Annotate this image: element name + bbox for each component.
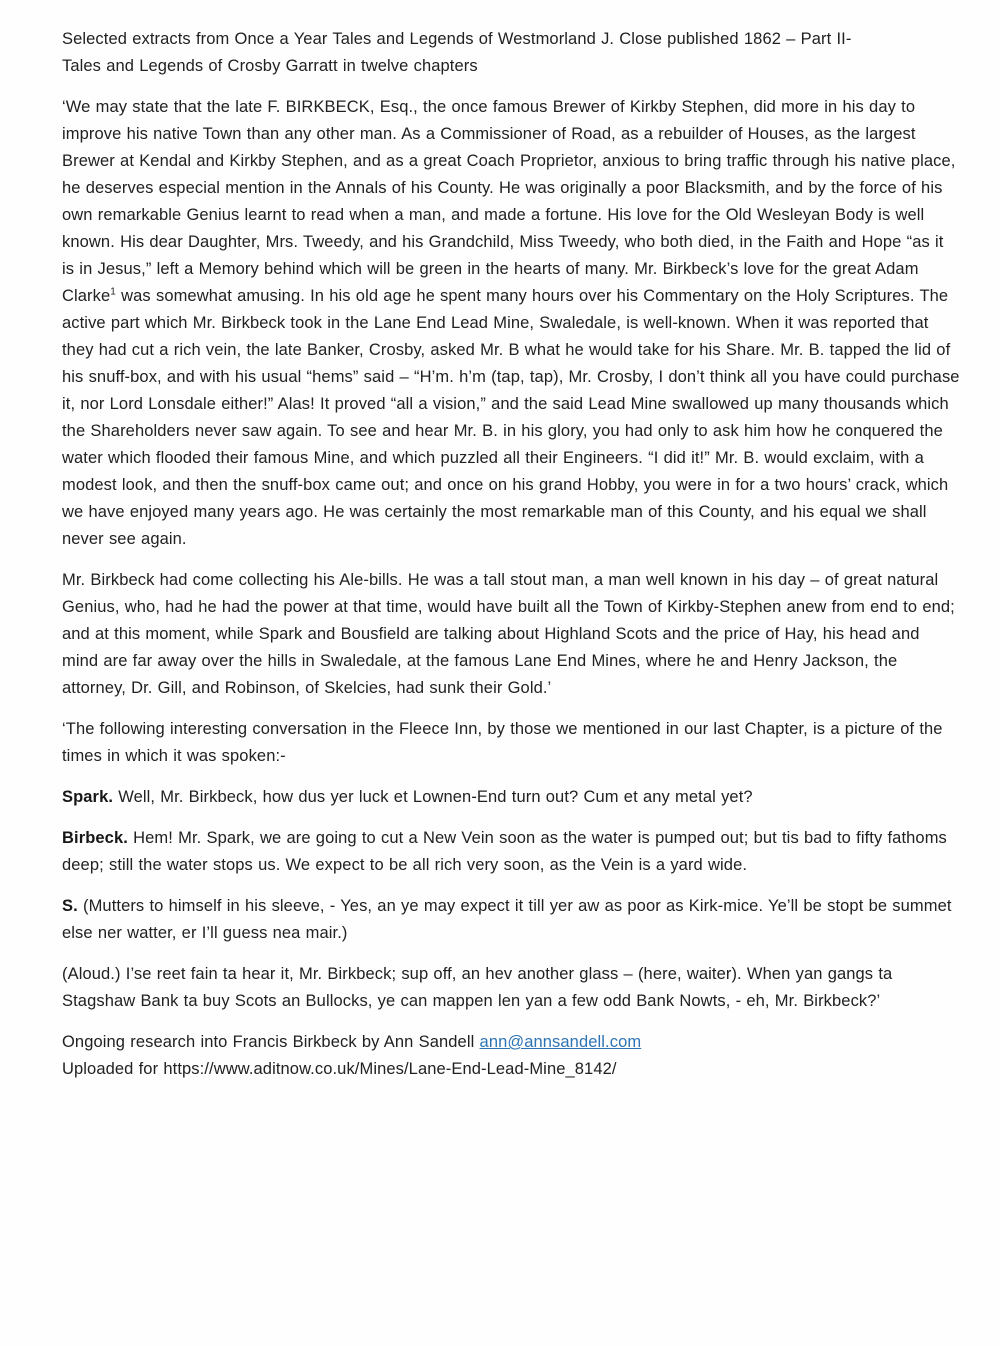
dialogue-spark <box>62 784 960 811</box>
footer-credits <box>62 1029 960 1083</box>
text-run: Mr. Birkbeck had come collecting his Ale-bills. He was a tall stout man, a man well known in his day – of great natural Genius, who, had he had the power at that time, would have built all the Town of Kirkby-Stephen anew from end to end; and at this moment, while Spark and Bousfield are talking about Highland Scots and the price of Hay, his head and mind are far away over the hills in Swaledale, at the famous Lane End Mines, where he and Henry Jackson, the attorney, Dr. Gill, and Robinson, of Skelcies, had sunk their Gold.’ <box>62 571 955 697</box>
email-link[interactable]: ann@annsandell.com <box>479 1033 642 1051</box>
text-run: ‘We may state that the late F. BIRKBECK, Esq., the once famous Brewer of Kirkby Stephen, did more in his day to improve his native Town than any other man. As a Commissioner of Road, as a rebuilder of Houses, as the largest Brewer at Kendal and Kirkby Stephen, and as a great Coach Proprietor, anxious to bring traffic through his native place, he deserves especial mention in the Annals of his County. He was originally a poor Blacksmith, and by the force of his own remarkable Genius learnt to read when a man, and made a fortune. His love for the Old Wesleyan Body is well known. His dear Daughter, Mrs. Tweedy, and his Grandchild, Miss Tweedy, who both died, in the Faith and Hope “as it is in Jesus,” left a Memory behind which will be green in the hearts of many. Mr. Birkbeck’s love for the great Adam Clarke <box>62 98 956 305</box>
text-run: Selected extracts from Once a Year Tales and Legends of Westmorland J. Close published 1862 – Part II- <box>62 30 852 48</box>
text-run: Uploaded for https://www.aditnow.co.uk/Mines/Lane-End-Lead-Mine_8142/ <box>62 1060 617 1078</box>
paragraph-fleece-inn <box>62 716 960 770</box>
speaker-label-birbeck: Birbeck. <box>62 829 128 847</box>
text-run: Ongoing research into Francis Birkbeck by Ann Sandell <box>62 1033 480 1051</box>
speaker-label-spark: Spark. <box>62 788 114 806</box>
speaker-label-s: S. <box>62 897 78 915</box>
text-run: was somewhat amusing. In his old age he spent many hours over his Commentary on the Holy Scriptures. The active part which Mr. Birkbeck took in the Lane End Lead Mine, Swaledale, is well-known. When it was reported that they had cut a rich vein, the late Banker, Crosby, asked Mr. B what he would take for his Share. Mr. B. tapped the lid of his snuff-box, and with his usual “hems” said – “H’m. h’m (tap, tap), Mr. Crosby, I don’t think all you have could purchase it, nor Lord Lonsdale either!” Alas! It proved “all a vision,” and the said Lead Mine swallowed up many thousands which the Shareholders never saw again. To see and hear Mr. B. in his glory, you had only to ask him how he conquered the water which flooded their famous Mine, and which puzzled all their Engineers. “I did it!” Mr. B. would exclaim, with a modest look, and then the snuff-box came out; and once on his grand Hobby, you were in for a two hours’ crack, which we have enjoyed many years ago. He was certainly the most remarkable man of this County, and his equal we shall never see again. <box>62 287 960 548</box>
text-run: ‘The following interesting conversation in the Fleece Inn, by those we mentioned in our last Chapter, is a picture of the times in which it was spoken:- <box>62 720 943 765</box>
footnote-marker: 1 <box>110 286 116 298</box>
paragraph-ale-bills <box>62 567 960 702</box>
dialogue-s-mutters <box>62 893 960 947</box>
intro-heading <box>62 26 960 80</box>
dialogue-birbeck <box>62 825 960 879</box>
dialogue-aloud <box>62 961 960 1015</box>
text-run: (Aloud.) I’se reet fain ta hear it, Mr. Birkbeck; sup off, an hev another glass – (here, waiter). When yan gangs ta Stagshaw Bank ta buy Scots an Bullocks, ye can mappen len yan a few odd Bank Nowts, - eh, Mr. Birkbeck?’ <box>62 965 893 1010</box>
text-run: Well, Mr. Birkbeck, how dus yer luck et Lownen-End turn out? Cum et any metal yet? <box>113 788 753 806</box>
text-run: Hem! Mr. Spark, we are going to cut a New Vein soon as the water is pumped out; but tis bad to fifty fathoms deep; still the water stops us. We expect to be all rich very soon, as the Vein is a yard wide. <box>62 829 947 874</box>
text-run: Tales and Legends of Crosby Garratt in twelve chapters <box>62 57 478 75</box>
text-run: (Mutters to himself in his sleeve, - Yes, an ye may expect it till yer aw as poor as Kirk-mice. Ye’ll be stopt be summet else ner watter, er I’ll guess nea mair.) <box>62 897 952 942</box>
paragraph-birkbeck-history <box>62 94 960 553</box>
